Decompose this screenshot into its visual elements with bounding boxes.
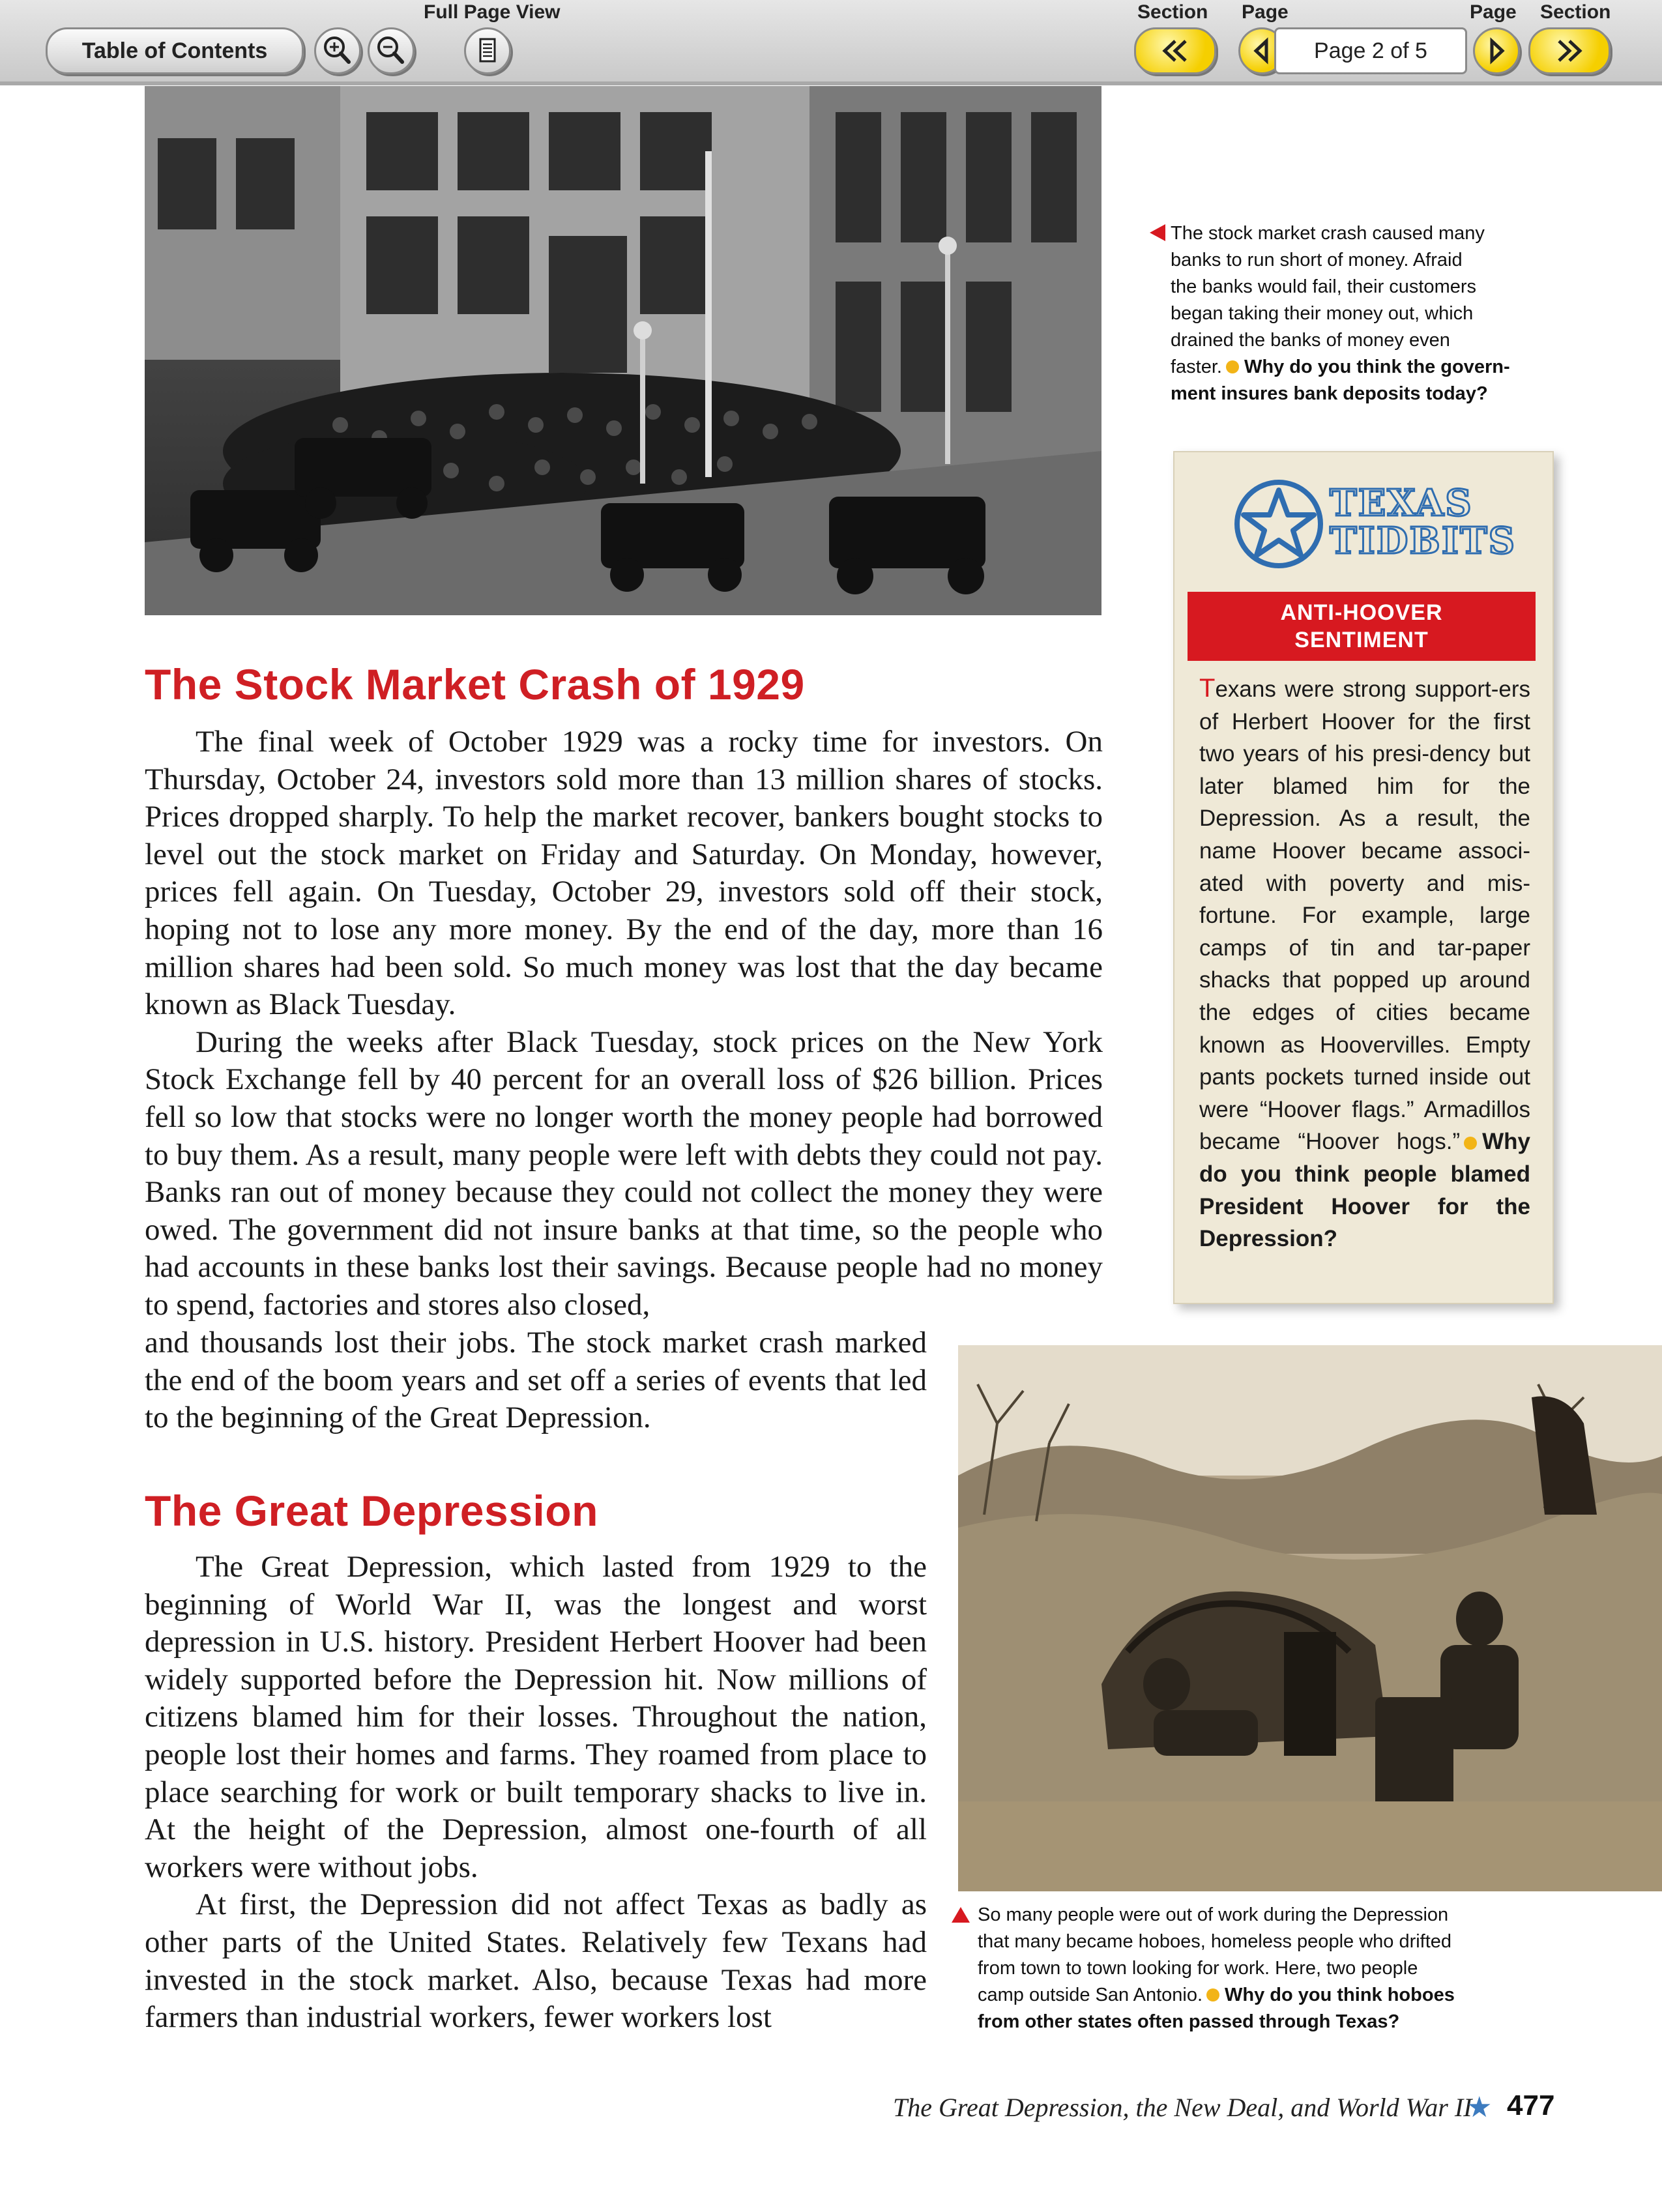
heading-stock-market-crash: The Stock Market Crash of 1929	[145, 660, 805, 708]
article-body-narrow	[145, 1324, 927, 1437]
section-back-label: Section	[1137, 1, 1208, 23]
hoboes-camp-photo	[958, 1345, 1662, 1891]
caption-line: the banks would fail, their customers	[1171, 276, 1477, 297]
logo-text-texas: TEXAS	[1330, 482, 1473, 525]
caption-line: camp outside San Antonio.	[978, 1985, 1203, 2005]
caption-line: began taking their money out, which	[1171, 303, 1474, 324]
texas-tidbits-logo	[1225, 471, 1517, 575]
section-forward-button[interactable]	[1528, 27, 1611, 74]
caption-question: from other states often passed through Texas?	[978, 2011, 1400, 2032]
footer-chapter-title: The Great Depression, the New Deal, and World War II	[893, 2093, 1472, 2122]
full-page-view-label: Full Page View	[424, 1, 561, 23]
paragraph-crash: The final week of October 1929 was a rocky time for investors. On Thursday, October 24, investors sold more than 13 million shares of stocks. Prices dropped sharply. To help the market recover, bankers bought stocks to level out the stock market on Friday and Saturday. On Monday, however, prices fell again. On Tuesday, October 29, investors sold off their stock, hoping not to lose any more money. By the end of the day, more than 16 million shares had been sold. So much money was lost that the day became known as Black Tuesday.	[145, 725, 1103, 1022]
viewer-toolbar	[0, 0, 1662, 85]
caption-line: from town to town looking for work. Here, two people	[978, 1958, 1418, 1979]
paragraph-after-black-tuesday-cont: and thousands lost their jobs. The stock market crash marked the end of the boom years and set off a series of events that led to the beginning of the Great Depression.	[145, 1326, 927, 1435]
caption-line: The stock market crash caused many	[1171, 223, 1485, 244]
logo-text-tidbits: TIDBITS	[1330, 519, 1517, 562]
caption-pointer-left-icon	[1150, 224, 1165, 241]
page-back-label: Page	[1242, 1, 1289, 23]
bank-run-caption	[1150, 220, 1573, 407]
caption-line: faster.	[1171, 357, 1222, 377]
heading-great-depression: The Great Depression	[145, 1487, 598, 1535]
sidebar-body	[1199, 673, 1530, 1255]
page-forward-icon	[1475, 29, 1518, 72]
full-page-icon	[466, 29, 509, 72]
bullet-dot-icon	[1226, 360, 1239, 373]
caption-question: Why do you think hoboes	[1225, 1985, 1455, 2005]
bank-run-photo	[145, 86, 1101, 615]
caption-pointer-up-icon	[952, 1907, 970, 1923]
section-back-button[interactable]	[1134, 27, 1216, 74]
caption-line: banks to run short of money. Afraid	[1171, 250, 1463, 270]
section-back-icon	[1136, 29, 1214, 72]
bullet-dot-icon	[1206, 1988, 1219, 2001]
bullet-dot-icon	[1464, 1137, 1477, 1150]
caption-line: that many became hoboes, homeless people who drifted	[978, 1931, 1452, 1952]
page-forward-label: Page	[1470, 1, 1517, 23]
banner-line: SENTIMENT	[1294, 628, 1429, 652]
paragraph-after-black-tuesday: During the weeks after Black Tuesday, stock prices on the New York Stock Exchange fell by 40 percent for an overall loss of $26 billion. Prices fell so low that stocks were no longer worth the money people had borrowed to buy them. As a result, many people were left with debts they could not pay. Banks ran out of money because they could not collect the money they were owed. The government did not insure banks at that time, so the people who had accounts in these banks lost their savings. Because people had no money to spend, factories and stores also closed,	[145, 1025, 1103, 1322]
caption-question: Why do you think the govern-	[1244, 357, 1510, 377]
page-number: 477	[1507, 2089, 1555, 2121]
article-body-depression	[145, 1549, 927, 2037]
sidebar-paragraph: exans were strong support-ers of Herbert Hoover for the first two years of his presi-dency but later blamed him for the Depression. As a result, the name Hoover became associ-ated with poverty and mis-fortune. For example, large camps of tin and tar-paper shacks that popped up around the edges of cities became known as Hoovervilles. Empty pants pockets turned inside out were “Hoover flags.” Armadillos became “Hoover hogs.”	[1199, 677, 1530, 1155]
zoom-in-button[interactable]	[314, 27, 361, 74]
paragraph-great-depression: The Great Depression, which lasted from 1929 to the beginning of World War II, was the longest and worst depression in U.S. history. President Herbert Hoover had been widely supported before the Depression hit. Now millions of citizens blamed him for their losses. Throughout the nation, people lost their homes and farms. They roamed from place to place searching for work or built temporary shacks to live in. At the height of the Depression, almost one-fourth of all workers were without jobs.	[145, 1550, 927, 1884]
banner-line: ANTI-HOOVER	[1280, 600, 1443, 625]
zoom-out-icon	[370, 29, 413, 72]
table-of-contents-button[interactable]: Table of Contents	[46, 27, 304, 74]
sidebar-banner	[1188, 592, 1536, 661]
zoom-in-icon	[316, 29, 359, 72]
paragraph-texas: At first, the Depression did not affect Texas as badly as other parts of the United States. Relatively few Texans had invested in the stock market. Also, because Texas had more farmers than industrial workers, fewer workers lost	[145, 1887, 927, 2035]
footer-star-icon: ★	[1466, 2091, 1493, 2124]
full-page-view-button[interactable]	[464, 27, 511, 74]
page-indicator: Page 2 of 5	[1274, 27, 1467, 74]
hoboes-caption	[952, 1902, 1603, 2035]
caption-line: drained the banks of money even	[1171, 330, 1450, 351]
section-forward-icon	[1530, 29, 1609, 72]
sidebar-dropcap: T	[1199, 674, 1216, 703]
article-body-wide	[145, 723, 1103, 1324]
section-forward-label: Section	[1540, 1, 1611, 23]
caption-question: ment insures bank deposits today?	[1171, 383, 1488, 404]
zoom-out-button[interactable]	[368, 27, 415, 74]
sidebar-question: Why do you think people blamed President Hoover for the Depression?	[1199, 1129, 1530, 1252]
caption-line: So many people were out of work during the Depression	[978, 1904, 1449, 1925]
page-forward-button[interactable]	[1473, 27, 1520, 74]
